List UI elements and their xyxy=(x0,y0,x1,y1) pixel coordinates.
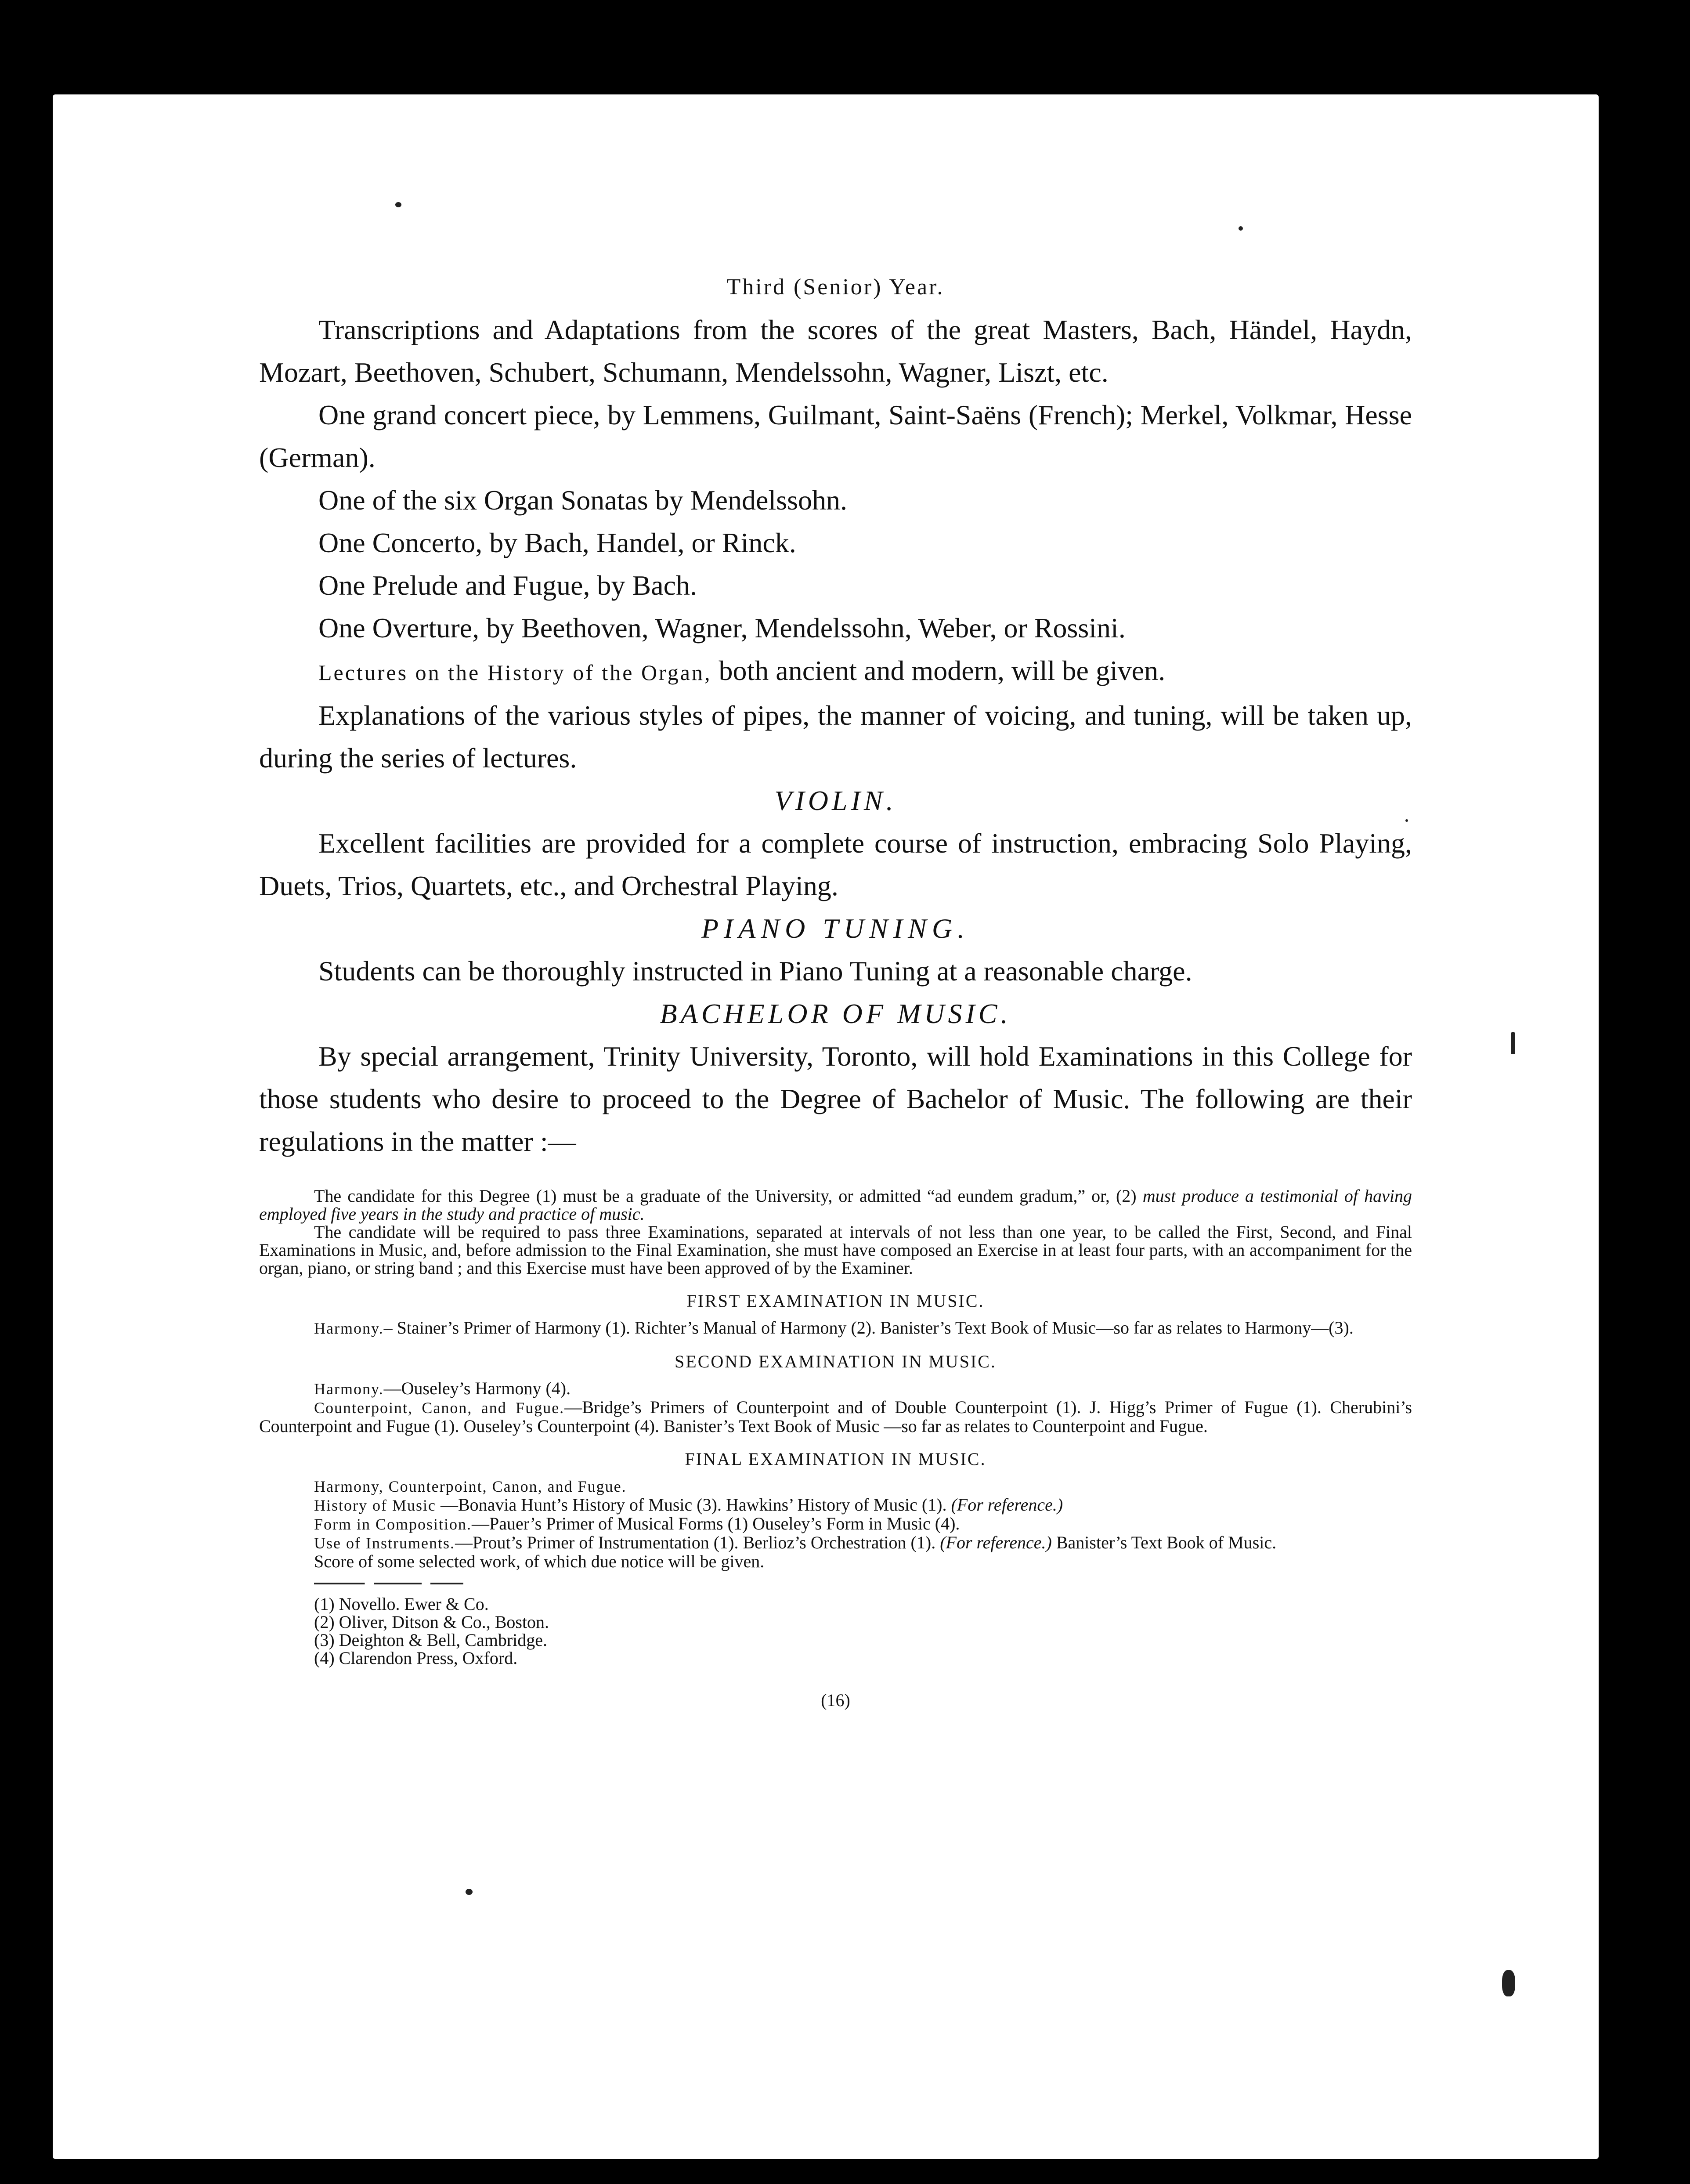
history-reference: (For reference.) xyxy=(951,1495,1063,1515)
final-exam-line xyxy=(259,1477,1412,1496)
regulation-text: The candidate for this Degree (1) must be a graduate of the University, or admitted “ad eundem gradum,” or, (2) xyxy=(314,1186,1137,1206)
final-exam-instruments xyxy=(259,1533,1412,1552)
page-content xyxy=(259,266,1412,1709)
regulation-paragraph: The candidate will be required to pass three Examinations, separated at intervals of not less than one year, to be called the First, Second, and Final Examinations in Music, and, before admission to the Final Examination, she must have composed an Exercise in at least four parts, with an accompaniment for the organ, piano, or string band ; and this Exercise must have been approved of by the Examiner. xyxy=(259,1222,1412,1278)
document-page xyxy=(53,94,1599,2159)
regulations-block xyxy=(259,1187,1412,1709)
scan-speck xyxy=(1405,819,1408,822)
history-label: History of Music xyxy=(314,1497,436,1514)
final-exam-heading: FINAL EXAMINATION IN MUSIC. xyxy=(685,1449,986,1469)
organ-paragraph: One Prelude and Fugue, by Bach. xyxy=(318,570,697,601)
organ-paragraph: One Concerto, by Bach, Handel, or Rinck. xyxy=(318,527,796,558)
regulation-paragraph xyxy=(259,1187,1412,1223)
piano-tuning-heading: PIANO TUNING. xyxy=(701,913,970,944)
scan-speck xyxy=(1511,1032,1515,1054)
second-exam-harmony xyxy=(259,1379,1412,1398)
final-exam-history xyxy=(259,1496,1412,1515)
instruments-reference: (For reference.) xyxy=(940,1533,1052,1552)
scan-speck xyxy=(1239,226,1243,231)
first-exam-harmony xyxy=(259,1319,1412,1338)
instruments-label: Use of Instruments. xyxy=(314,1534,455,1552)
footnote: (4) Clarendon Press, Oxford. xyxy=(314,1648,518,1668)
main-text xyxy=(259,266,1412,1163)
scan-speck xyxy=(395,202,401,207)
history-text: —Bonavia Hunt’s History of Music (3). Hawkins’ History of Music (1). xyxy=(441,1495,947,1515)
scan-speck xyxy=(1502,1970,1515,1996)
harmony-text: – Stainer’s Primer of Harmony (1). Richter’s Manual of Harmony (2). Banister’s Text Book of Music—so far as relates to Harmony—(3). xyxy=(383,1318,1354,1338)
counterpoint-label: Counterpoint, Canon, and Fugue. xyxy=(314,1399,565,1417)
harmony-label: Harmony. xyxy=(314,1380,384,1398)
form-label: Form in Composition. xyxy=(314,1515,472,1533)
footnote-divider xyxy=(314,1583,463,1584)
final-exam-score: Score of some selected work, of which due notice will be given. xyxy=(314,1551,765,1571)
section-title: Third (Senior) Year. xyxy=(726,275,945,300)
explanations-paragraph: Explanations of the various styles of pipes, the manner of voicing, and tuning, will be taken up, during the series of lectures. xyxy=(259,700,1412,774)
scan-speck xyxy=(466,1889,473,1895)
lectures-heading: Lectures on the History of the Organ, xyxy=(318,660,712,685)
regulation-italic: must produce a testimonial of having employed five years in the study and practice of music. xyxy=(259,1186,1412,1224)
lectures-paragraph xyxy=(259,649,1412,694)
organ-paragraph: One Overture, by Beethoven, Wagner, Mendelssohn, Weber, or Rossini. xyxy=(318,612,1126,644)
bachelor-paragraph: By special arrangement, Trinity University, Toronto, will hold Examinations in this College for those students who desire to proceed to the Degree of Bachelor of Music. The following are their regulations in the matter :— xyxy=(259,1041,1412,1157)
organ-paragraph: Transcriptions and Adaptations from the scores of the great Masters, Bach, Händel, Haydn, Mozart, Beethoven, Schubert, Schumann, Mendelssohn, Wagner, Liszt, etc. xyxy=(259,314,1412,388)
piano-tuning-paragraph: Students can be thoroughly instructed in Piano Tuning at a reasonable charge. xyxy=(318,955,1192,987)
footnotes xyxy=(259,1595,1412,1667)
instruments-text: —Prout’s Primer of Instrumentation (1). Berlioz’s Orchestration (1). xyxy=(455,1533,936,1552)
final-subjects: Harmony, Counterpoint, Canon, and Fugue. xyxy=(314,1478,627,1495)
second-exam-counterpoint xyxy=(259,1398,1412,1435)
footnote: (3) Deighton & Bell, Cambridge. xyxy=(314,1630,548,1650)
violin-heading: VIOLIN. xyxy=(774,785,897,816)
first-exam-heading: FIRST EXAMINATION IN MUSIC. xyxy=(686,1291,985,1311)
instruments-tail: Banister’s Text Book of Music. xyxy=(1056,1533,1277,1552)
violin-paragraph: Excellent facilities are provided for a complete course of instruction, embracing Solo Playing, Duets, Trios, Quartets, etc., and Orchestral Playing. xyxy=(259,828,1412,901)
form-text: —Pauer’s Primer of Musical Forms (1) Ouseley’s Form in Music (4). xyxy=(472,1514,960,1533)
footnote: (1) Novello. Ewer & Co. xyxy=(314,1594,489,1614)
second-exam-heading: SECOND EXAMINATION IN MUSIC. xyxy=(675,1352,997,1371)
harmony-text: —Ouseley’s Harmony (4). xyxy=(383,1378,571,1398)
bachelor-heading: BACHELOR OF MUSIC. xyxy=(660,998,1011,1029)
final-exam-form xyxy=(259,1515,1412,1533)
organ-paragraph: One grand concert piece, by Lemmens, Guilmant, Saint-Saëns (French); Merkel, Volkmar, Hesse (German). xyxy=(259,399,1412,473)
lectures-text: both ancient and modern, will be given. xyxy=(719,655,1166,686)
organ-paragraph: One of the six Organ Sonatas by Mendelssohn. xyxy=(318,485,847,516)
page-number: (16) xyxy=(821,1690,850,1710)
footnote: (2) Oliver, Ditson & Co., Boston. xyxy=(314,1612,549,1632)
counterpoint-text: —Bridge’s Primers of Counterpoint and of Double Counterpoint (1). J. Higg’s Primer of Fugue (1). Cherubini’s Counterpoint and Fugue (1). Ouseley’s Counterpoint (4). Banister’s Text Book of Music —so far as relates to Counterpoint and Fugue. xyxy=(259,1397,1412,1436)
harmony-label: Harmony. xyxy=(314,1320,384,1337)
